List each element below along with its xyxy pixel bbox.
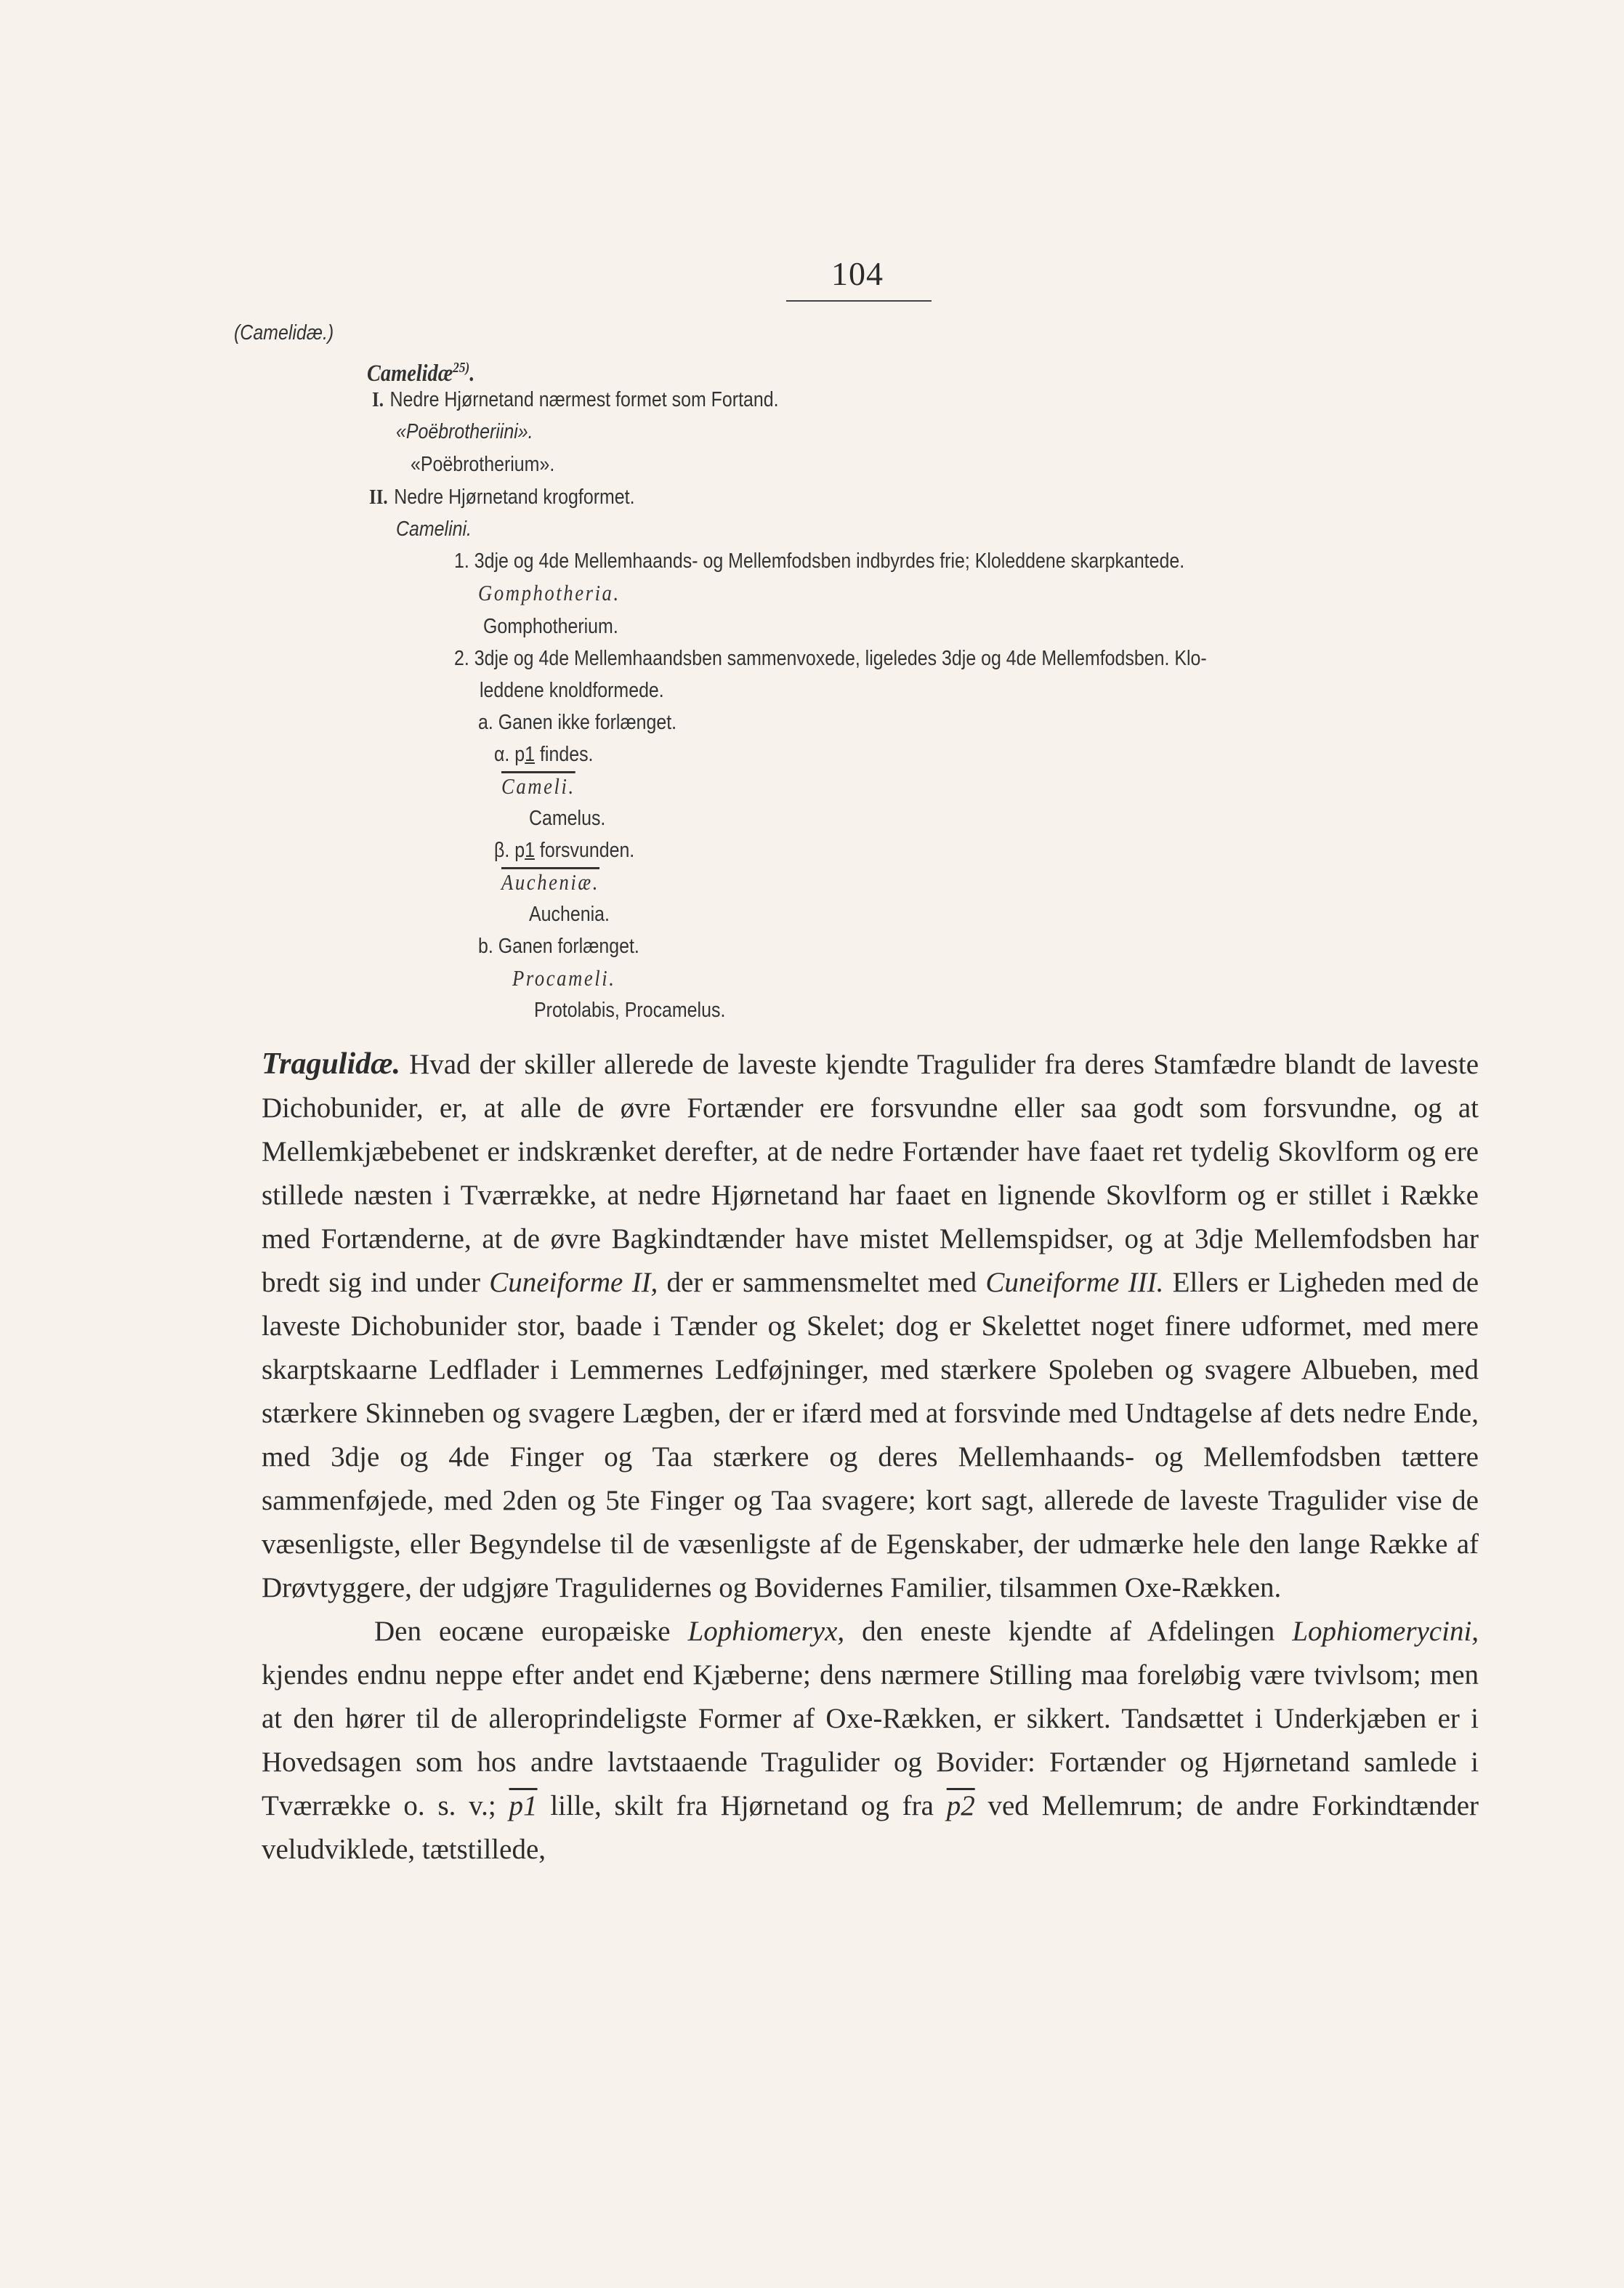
group-1-text: Nedre Hjørnetand nærmest formet som Fortand. — [389, 388, 779, 411]
sub-a-label: a. — [478, 711, 493, 734]
tribe-lophiomerycini: Lophiomerycini, — [1292, 1616, 1479, 1647]
item-2-line — [454, 644, 1207, 673]
page-number-rule — [786, 300, 932, 302]
beta-p-index: 1 — [525, 839, 535, 862]
genus-lophiomeryx: Lophiomeryx, — [687, 1616, 845, 1647]
sub-b-text: Ganen forlænget. — [498, 935, 639, 958]
tooth-p2: p2 — [946, 1790, 975, 1821]
group-1-tribe: «Poëbrotheriini». — [396, 420, 533, 443]
sub-a-line — [478, 708, 676, 737]
cuneiforme-ii: Cuneiforme II, — [489, 1267, 658, 1298]
camelus-genus: Camelus. — [529, 807, 606, 830]
alpha-p-index: 1 — [525, 743, 536, 766]
paragraph-tragulidae — [262, 1042, 1479, 1610]
group-2-numeral: II. — [369, 486, 388, 509]
alpha-text: findes. — [539, 743, 594, 766]
alpha-line — [494, 740, 593, 769]
alpha-label: α. — [494, 743, 510, 766]
item-1-line — [454, 547, 1184, 576]
family-title-text: Camelidæ — [367, 360, 453, 387]
item-2-number: 2. — [454, 647, 469, 670]
sub-b-line — [478, 932, 639, 961]
item-1-text: 3dje og 4de Mellemhaands- og Mellemfodsben indbyrdes frie; Kloleddene skarpkantede. — [474, 549, 1185, 573]
family-title: Camelidæ$^{25)}$. — [367, 360, 475, 387]
item-1-number: 1. — [454, 549, 469, 573]
item-2-text-b: leddene knoldformede. — [480, 679, 664, 702]
cuneiforme-iii: Cuneiforme III. — [985, 1267, 1164, 1298]
item-1-genus: Gomphotherium. — [483, 615, 618, 638]
item-1-subtribe: Gomphotheria. — [478, 580, 621, 605]
sub-b-label: b. — [478, 935, 493, 958]
cameli-subtribe: Cameli. — [501, 773, 575, 799]
alpha-p: p — [514, 743, 525, 766]
paragraph-1-part-b: der er sammensmeltet med — [666, 1267, 977, 1298]
paragraph-2-part-d: lille, skilt fra Hjørnetand og fra — [550, 1790, 934, 1821]
family-footnote-ref: 25) — [453, 360, 470, 376]
group-2-tribe: Camelini. — [396, 517, 472, 541]
beta-p: p — [514, 839, 525, 862]
paragraph-2-part-c: kjendes endnu neppe efter andet end Kjæberne; dens nærmere Stilling maa foreløbig være tvivlsom; men at den hører til de alleroprindeligste Former af Oxe-Rækken, er sikkert. Tandsættet i Underkjæben er i Hovedsagen som hos andre lavtstaaende Tragulider og Bovider: Fortænder og Hjørnetand samlede i Tværrække o. s. v.; — [262, 1659, 1479, 1821]
beta-label: β. — [494, 839, 510, 862]
auchenia-genus: Auchenia. — [529, 903, 610, 926]
running-head: (Camelidæ.) — [234, 321, 334, 345]
group-2-line — [369, 483, 635, 512]
group-1-genus: «Poëbrotherium». — [411, 453, 555, 476]
group-1-numeral: I. — [372, 388, 384, 411]
paragraph-2-part-a: Den eocæne europæiske — [374, 1616, 671, 1647]
item-2-text-a: 3dje og 4de Mellemhaandsben sammenvoxede, ligeledes 3dje og 4de Mellemfodsben. Klo- — [474, 647, 1207, 670]
section-title: Tragulidæ. — [262, 1047, 400, 1081]
procameli-subtribe: Procameli. — [512, 965, 616, 991]
group-2-text: Nedre Hjørnetand krogformet. — [394, 486, 635, 509]
body-text — [262, 1042, 1479, 1872]
paragraph-2-part-b: den eneste kjendte af Afdelingen — [862, 1616, 1275, 1647]
sub-a-text: Ganen ikke forlænget. — [498, 711, 677, 734]
beta-line — [494, 836, 634, 865]
paragraph-2-part-e: ved Mellemrum; de andre Forkindtænder veludviklede, tætstillede, — [262, 1790, 1479, 1865]
beta-text: forsvunden. — [539, 839, 635, 862]
paragraph-lophiomeryx — [262, 1610, 1479, 1872]
procameli-genera: Protolabis, Procamelus. — [534, 999, 726, 1022]
aucheniae-subtribe: Aucheniæ. — [501, 869, 600, 895]
group-1-line — [372, 385, 779, 414]
paragraph-1-part-a: Hvad der skiller allerede de laveste kjendte Tragulider fra deres Stamfædre blandt de laveste Dichobunider, er, at alle de øvre Fortænder ere forsvundne eller saa godt som forsvundne, og at Mellemkjæbebenet er indskrænket derefter, at de nedre Fortænder have faaet ret tydelig Skovlform og ere stillede næsten i Tværrække, at nedre Hjørnetand har faaet en lignende Skovlform og er stillet i Række med Fortænderne, at de øvre Bagkindtænder have mistet Mellemspidser, og at 3dje Mellemfodsben har bredt sig ind under — [262, 1049, 1479, 1298]
paragraph-1-part-c: Ellers er Ligheden med de laveste Dichobunider stor, baade i Tænder og Skelet; dog er Skelettet noget finere udformet, med mere skarptskaarne Ledflader i Lemmernes Ledføjninger, med stærkere Spoleben og svagere Albueben, med stærkere Skinneben og svagere Lægben, der er ifærd med at forsvinde med Undtagelse af dets nedre Ende, med 3dje og 4de Finger og Taa stærkere og deres Mellemhaands- og Mellemfodsben tættere sammenføjede, med 2den og 5te Finger og Taa svagere; kort sagt, allerede de laveste Tragulider vise de væsenligste, eller Begyndelse til de væsenligste af de Egenskaber, der udmærke hele den lange Række af Drøvtyggere, der udgjøre Tragulidernes og Bovidernes Familier, tilsammen Oxe-Rækken. — [262, 1267, 1479, 1603]
tooth-p1: p1 — [509, 1790, 538, 1821]
page-number: 104 — [831, 255, 884, 292]
